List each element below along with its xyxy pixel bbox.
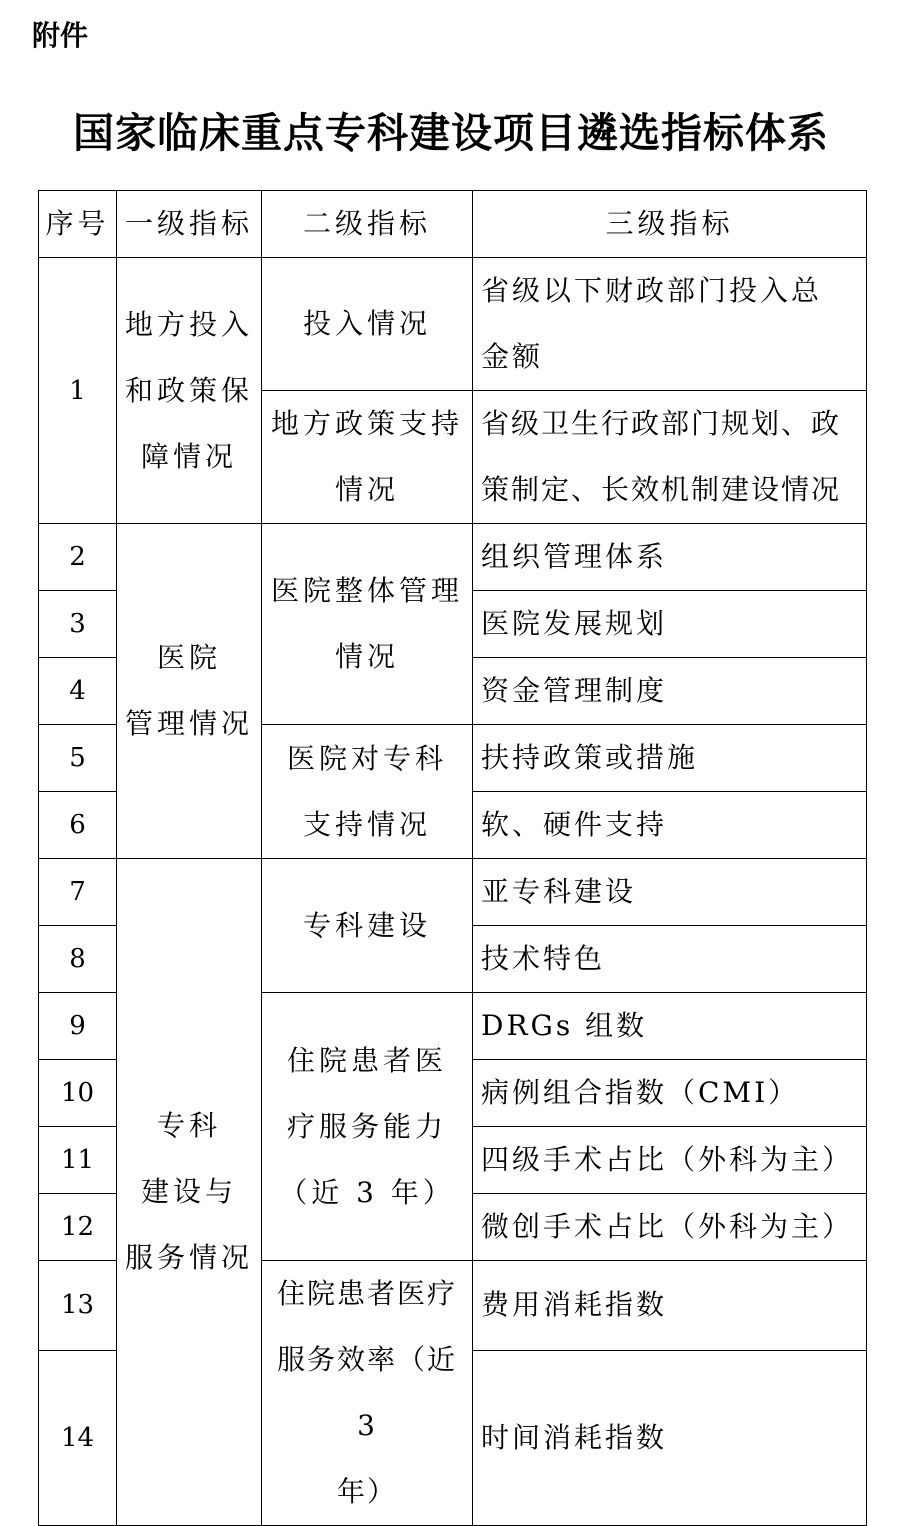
cell-line: 情况 bbox=[334, 473, 399, 506]
cell-line: 策制定、长效机制建设情况 bbox=[481, 473, 842, 506]
row-number: 3 bbox=[39, 591, 117, 658]
level3-cell: 资金管理制度 bbox=[473, 658, 867, 725]
level1-cell bbox=[117, 258, 262, 524]
row-number: 11 bbox=[39, 1127, 117, 1194]
level3-cell: 四级手术占比（外科为主） bbox=[473, 1127, 867, 1194]
level3-cell: 医院发展规划 bbox=[473, 591, 867, 658]
level3-cell: 软、硬件支持 bbox=[473, 792, 867, 859]
cell-line: 专科 bbox=[156, 1109, 221, 1142]
level2-cell bbox=[262, 859, 473, 993]
table-row bbox=[39, 258, 867, 391]
cell-line: 障情况 bbox=[140, 439, 237, 473]
cell-line: 地方政策支持 bbox=[270, 407, 463, 440]
level3-cell: 费用消耗指数 bbox=[473, 1261, 867, 1351]
cell-line: 疗服务能力 bbox=[286, 1109, 447, 1143]
cell-line: 金额 bbox=[481, 340, 544, 373]
table-row bbox=[39, 524, 867, 591]
table-header-row bbox=[39, 191, 867, 258]
level2-cell bbox=[262, 725, 473, 859]
cell-line: 医院 bbox=[156, 641, 221, 674]
cell-line: 住院患者医 bbox=[286, 1043, 447, 1077]
row-number: 8 bbox=[39, 926, 117, 993]
level3-cell: 技术特色 bbox=[473, 926, 867, 993]
header-level2: 二级指标 bbox=[262, 191, 473, 258]
row-number: 10 bbox=[39, 1060, 117, 1127]
cell-line: 支持情况 bbox=[302, 807, 431, 841]
level3-cell: 病例组合指数（CMI） bbox=[473, 1060, 867, 1127]
level2-cell bbox=[262, 258, 473, 391]
level3-cell: 时间消耗指数 bbox=[473, 1350, 867, 1525]
cell-line: 服务情况 bbox=[124, 1241, 253, 1274]
level3-cell bbox=[473, 258, 867, 391]
row-number: 4 bbox=[39, 658, 117, 725]
cell-line: 情况 bbox=[334, 640, 399, 673]
cell-line: 医院整体管理 bbox=[270, 574, 463, 607]
cell-line: 住院患者医疗 bbox=[276, 1277, 457, 1310]
level3-cell: 亚专科建设 bbox=[473, 859, 867, 926]
header-no: 序号 bbox=[39, 191, 117, 258]
cell-line: 管理情况 bbox=[124, 707, 253, 740]
cell-line: 省级卫生行政部门规划、政 bbox=[481, 407, 842, 440]
row-number: 2 bbox=[39, 524, 117, 591]
cell-line: 服务效率（近 3 bbox=[276, 1343, 457, 1442]
cell-line: 地方投入 bbox=[124, 307, 253, 341]
level3-cell: DRGs 组数 bbox=[473, 993, 867, 1060]
attachment-label: 附件 bbox=[32, 19, 89, 52]
cell-line: 医院对专科 bbox=[286, 741, 447, 775]
level2-cell bbox=[262, 391, 473, 524]
row-number: 6 bbox=[39, 792, 117, 859]
level3-cell: 微创手术占比（外科为主） bbox=[473, 1194, 867, 1261]
indicator-table bbox=[38, 190, 867, 1526]
row-number: 9 bbox=[39, 993, 117, 1060]
row-number: 1 bbox=[39, 258, 117, 524]
level3-cell: 扶持政策或措施 bbox=[473, 725, 867, 792]
level3-cell bbox=[473, 391, 867, 524]
row-number: 13 bbox=[39, 1261, 117, 1351]
cell-line: 和政策保 bbox=[124, 373, 253, 407]
header-level3: 三级指标 bbox=[473, 191, 867, 258]
row-number: 5 bbox=[39, 725, 117, 792]
row-number: 7 bbox=[39, 859, 117, 926]
cell-line: 建设与 bbox=[140, 1175, 237, 1208]
level2-cell bbox=[262, 993, 473, 1261]
cell-line: 年） bbox=[336, 1475, 397, 1508]
level2-cell bbox=[262, 524, 473, 725]
cell-line: 省级以下财政部门投入总 bbox=[481, 274, 823, 307]
cell-line: 专科建设 bbox=[302, 908, 431, 942]
cell-line: 投入情况 bbox=[302, 307, 431, 340]
level2-cell bbox=[262, 1261, 473, 1526]
level3-cell: 组织管理体系 bbox=[473, 524, 867, 591]
table-row bbox=[39, 859, 867, 926]
row-number: 14 bbox=[39, 1350, 117, 1525]
row-number: 12 bbox=[39, 1194, 117, 1261]
cell-line: （近 3 年） bbox=[279, 1175, 455, 1209]
level1-cell bbox=[117, 859, 262, 1526]
header-level1: 一级指标 bbox=[117, 191, 262, 258]
level1-cell bbox=[117, 524, 262, 859]
page-title: 国家临床重点专科建设项目遴选指标体系 bbox=[73, 109, 829, 157]
